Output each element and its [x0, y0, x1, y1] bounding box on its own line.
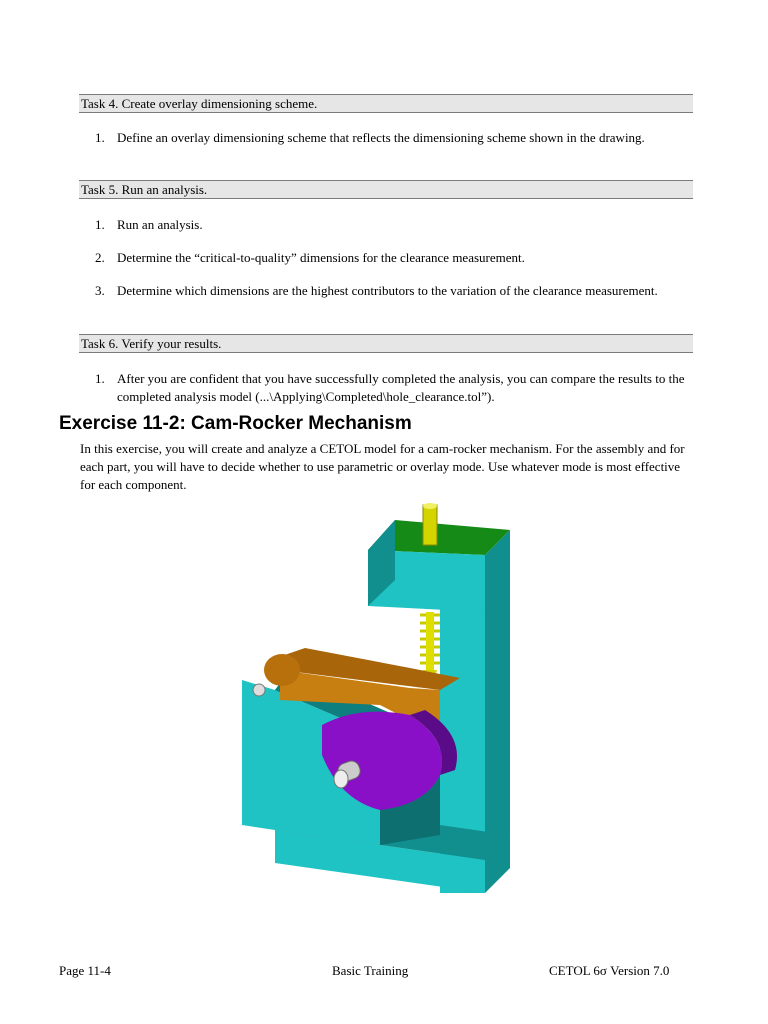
- footer-center: Basic Training: [332, 963, 409, 978]
- task-4-header: Task 4. Create overlay dimensioning scheme.: [79, 94, 693, 113]
- rocker-pivot: [264, 654, 300, 686]
- step-text: Determine the “critical-to-quality” dimensions for the clearance measurement.: [117, 250, 525, 265]
- step-text: After you are confident that you have successfully completed the analysis, you can compare the results to the completed analysis model (...\Applying\Completed\hole_clearance.tol”).: [117, 371, 685, 404]
- step-number: 3.: [95, 283, 105, 298]
- plunger-rod: [426, 612, 434, 678]
- task-5-step-3: [95, 282, 690, 300]
- exercise-intro: In this exercise, you will create and analyze a CETOL model for a cam-rocker mechanism. For the assembly and for each part, you will have to decide whether to use parametric or overlay mode. Use whatever mode is most effective for each component.: [80, 441, 685, 492]
- footer-page-number: Page 11-4: [59, 963, 111, 978]
- step-number: 1.: [95, 130, 105, 145]
- cam-shaft-end: [334, 770, 348, 788]
- step-number: 1.: [95, 371, 105, 386]
- exercise-title: Exercise 11-2: Cam-Rocker Mechanism: [59, 413, 412, 434]
- top-pin: [423, 505, 437, 545]
- cam-rocker-mechanism-figure: [230, 500, 540, 900]
- task-6-step-1: [95, 370, 690, 406]
- task-5-header: Task 5. Run an analysis.: [79, 180, 693, 199]
- top-pin-cap: [423, 503, 437, 509]
- step-number: 1.: [95, 217, 105, 232]
- task-5-step-2: [95, 249, 690, 267]
- task-6-header: Task 6. Verify your results.: [79, 334, 693, 353]
- bolt-left: [253, 684, 265, 696]
- task-4-step-1: [95, 129, 690, 147]
- step-text: Define an overlay dimensioning scheme that reflects the dimensioning scheme shown in the drawing.: [117, 130, 645, 145]
- step-number: 2.: [95, 250, 105, 265]
- step-text: Run an analysis.: [117, 217, 203, 232]
- step-text: Determine which dimensions are the highest contributors to the variation of the clearance measurement.: [117, 283, 658, 298]
- task-5-step-1: [95, 216, 690, 234]
- footer-version: CETOL 6σ Version 7.0: [549, 963, 670, 978]
- frame-left-block-front: [242, 680, 275, 830]
